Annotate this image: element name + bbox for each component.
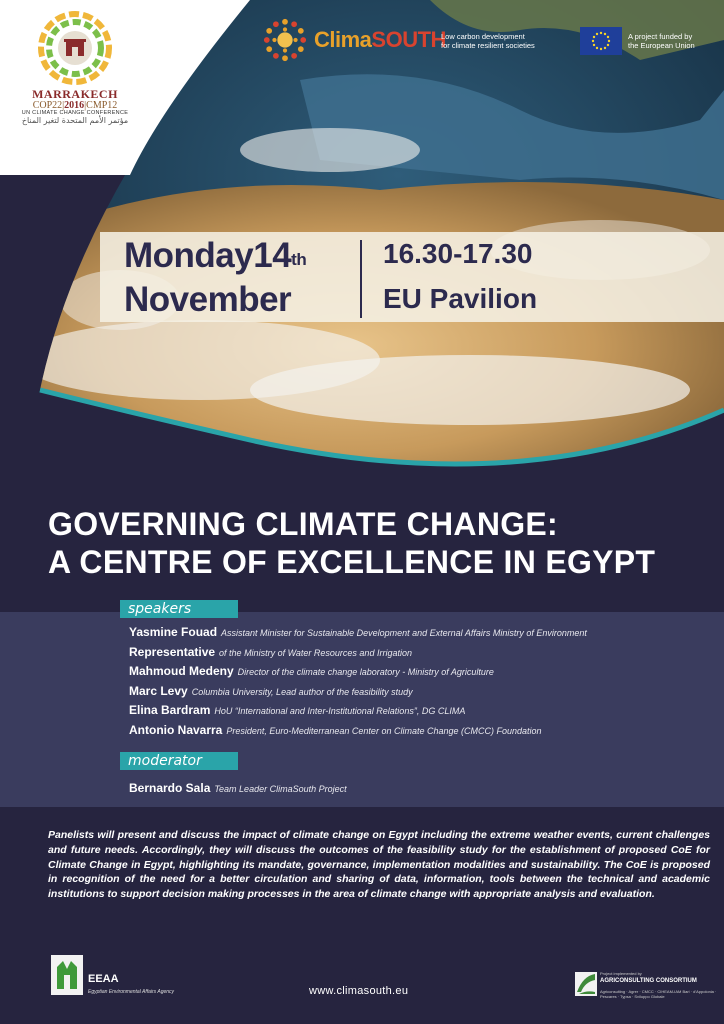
cop22-logo — [10, 8, 140, 125]
moderator-name: Bernardo Sala — [129, 781, 211, 795]
speaker-role: HoU “International and Inter-Institutional Relations”, DG CLIMA — [214, 706, 466, 716]
event-description: Panelists will present and discuss the impact of climate change on Egypt including the extreme weather events, current challenges and future needs. Accordingly, they will discuss the outcomes of the feasibility study for the establishment of proposed CoE for Climate Change in Egypt, highlighting its mandate, governance, implementation modalities and sustainability. The CoE is proposed in recognition of the need for a better circulation and sharing of data, information, tools between the technical and academic institutions to support decision making processes in the area of climate change with appropriate analysis and evaluation. — [48, 829, 710, 901]
speaker-name: Antonio Navarra — [129, 722, 223, 737]
tagline-line-1: Low carbon development — [441, 32, 525, 41]
speaker-role: Director of the climate change laboratory - Ministry of Agriculture — [237, 667, 494, 677]
cop-year: 2016 — [64, 99, 85, 111]
speaker-role: Columbia University, Lead author of the feasibility study — [191, 686, 413, 697]
speaker-item — [129, 643, 719, 663]
speakers-label: speakers — [120, 600, 238, 618]
cop-city: MARRAKECH — [32, 87, 118, 101]
speaker-item — [129, 721, 719, 741]
moderator-item — [129, 779, 347, 797]
speaker-name: Mahmoud Medeny — [129, 664, 234, 678]
agriconsulting-logo-icon — [575, 972, 597, 996]
moderator-label: moderator — [120, 752, 238, 770]
eeaa-short-name: EEAA — [88, 973, 119, 985]
sun-icon — [262, 17, 308, 63]
poster-title — [48, 505, 708, 581]
title-line-2: A CENTRE OF EXCELLENCE IN EGYPT — [48, 544, 656, 580]
speaker-list — [129, 623, 719, 740]
speaker-name: Marc Levy — [129, 683, 188, 698]
speaker-role: of the Ministry of Water Resources and Irrigation — [219, 647, 412, 658]
eu-text-line-2: the European Union — [628, 41, 695, 51]
title-line-1: GOVERNING CLIMATE CHANGE: — [48, 506, 559, 542]
moderator-role: Team Leader ClimaSouth Project — [214, 784, 347, 794]
brand-prefix: Clima — [314, 27, 372, 52]
eu-flag-icon — [580, 27, 622, 55]
climasouth-tagline — [441, 32, 561, 51]
event-month: November — [124, 280, 292, 319]
speaker-name: Yasmine Fouad — [129, 625, 218, 639]
website-link[interactable]: www.climasouth.eu — [309, 985, 409, 997]
agri-implemented-by: Project implemented by — [600, 971, 642, 976]
speaker-item — [129, 682, 719, 702]
event-day — [124, 234, 306, 278]
eu-text-line-1: A project funded by — [628, 32, 693, 41]
speaker-name: Elina Bardram — [129, 703, 211, 717]
event-day-suffix: th — [291, 250, 307, 269]
speaker-item — [129, 662, 719, 682]
climasouth-logo — [262, 16, 446, 64]
agri-consortium-name: AGRICONSULTING CONSORTIUM — [600, 978, 697, 984]
agri-consortium-members: Agriconsulting · Agrer · CMCC · CIHEAM-IAM Bari · d'Appolonia · Pescares · Typsa · Sviluppo Globale — [600, 989, 717, 999]
eeaa-full-name: Egyptian Environmental Affairs Agency — [88, 989, 175, 995]
cop-arabic-subtitle: مؤتمر الأمم المتحدة لتغير المناخ — [21, 115, 129, 125]
event-day-text: Monday14 — [124, 236, 292, 275]
event-venue: EU Pavilion — [383, 283, 538, 314]
brand-suffix: SOUTH — [371, 27, 446, 52]
event-time: 16.30-17.30 — [383, 238, 533, 269]
eeaa-logo-icon — [51, 955, 83, 995]
speaker-item — [129, 623, 719, 643]
tagline-line-2: for climate resilient societies — [441, 41, 535, 51]
eu-funding-text — [628, 32, 718, 51]
speaker-role: Assistant Minister for Sustainable Development and External Affairs Ministry of Environment — [221, 628, 587, 638]
cop-label: COP22 — [32, 99, 63, 111]
speaker-role: President, Euro-Mediterranean Center on Climate Change (CMCC) Foundation — [226, 725, 542, 736]
cop-edition-row: COP22|2016|CMP12 — [32, 99, 118, 111]
climasouth-wordmark — [314, 27, 446, 53]
cop22-emblem-icon — [35, 8, 115, 88]
cmp-label: CMP12 — [86, 99, 118, 111]
cop-subtitle: UN CLIMATE CHANGE CONFERENCE — [21, 110, 129, 117]
date-divider — [360, 240, 362, 318]
speaker-item — [129, 701, 719, 721]
event-date — [124, 234, 306, 322]
speaker-name: Representative — [129, 644, 216, 659]
